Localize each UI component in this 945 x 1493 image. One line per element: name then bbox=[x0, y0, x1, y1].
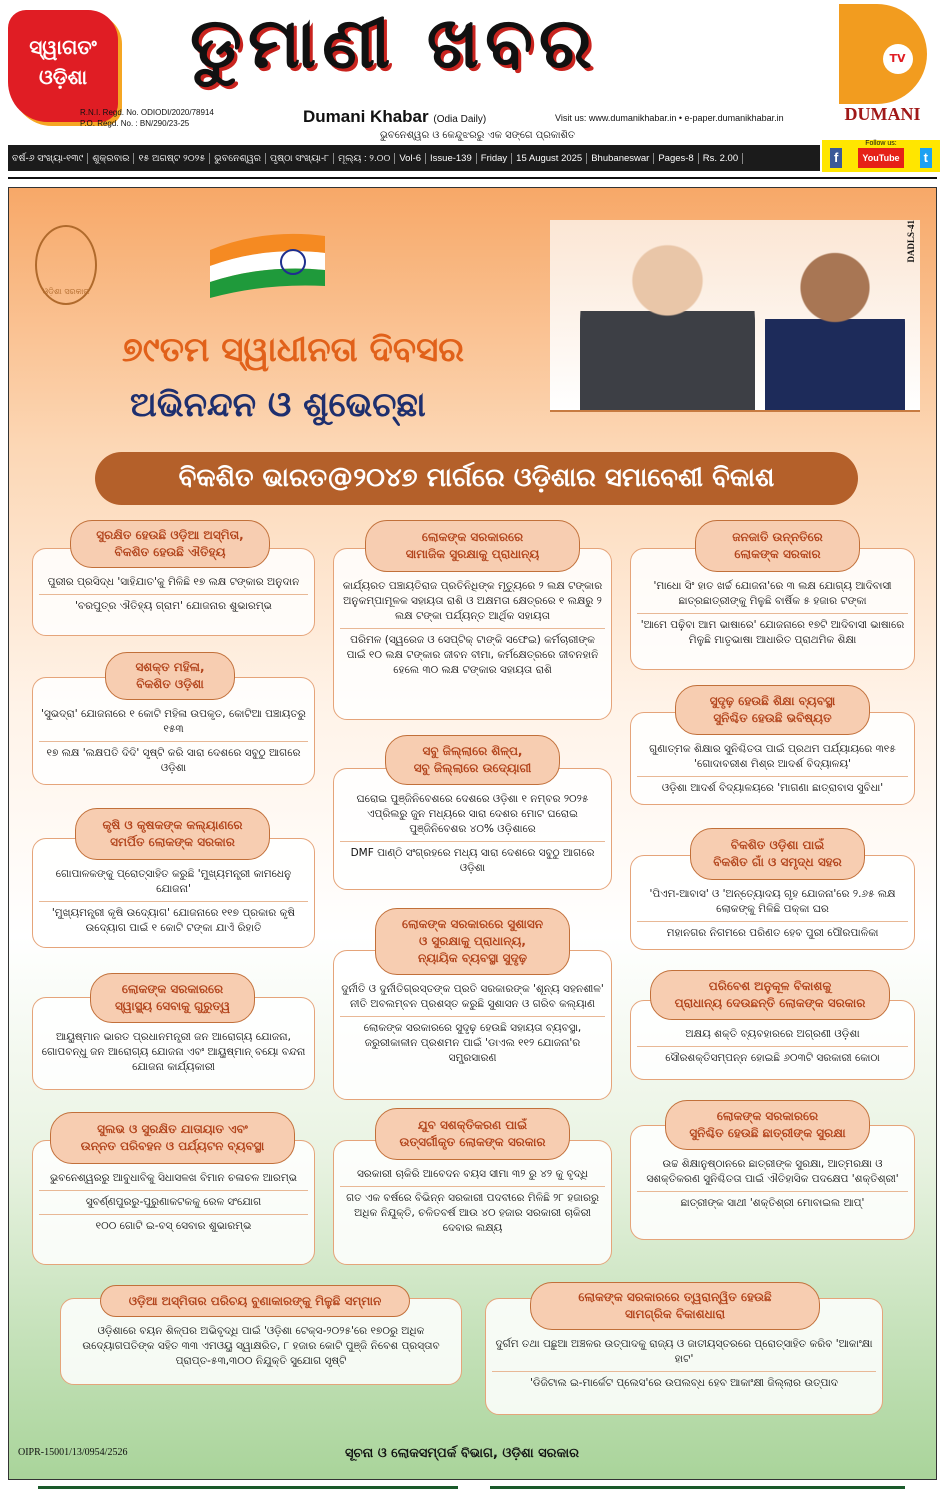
issue-info-item: 15 August 2025 bbox=[512, 153, 587, 164]
paper-name-english bbox=[303, 107, 486, 127]
section-title-line: ଓ ସୁରକ୍ଷାକୁ ପ୍ରାଧାନ୍ୟ, bbox=[419, 934, 526, 948]
section-point: ଆୟୁଷ୍ମାନ ଭାରତ ପ୍ରଧାନମନ୍ତ୍ରୀ ଜନ ଆରୋଗ୍ୟ ଯୋଜନା, ଗୋପବନ୍ଧୁ ଜନ ଆରୋଗ୍ୟ ଯୋଜନା ଏବଂ ଆୟୁଷ୍ମାନ୍ ବୟୋ ବନ୍ଦନା ଯୋଜନା କାର୍ଯ୍ୟକାରୀ bbox=[41, 1031, 306, 1073]
section-point: ଦୁର୍ଗମ ତଥା ପଛୁଆ ଅଞ୍ଚଳର ଉତ୍ପାଦକୁ ରାଜ୍ୟ ଓ ଜାତୀୟସ୍ତରରେ ପ୍ରୋତ୍ସାହିତ କରିବ 'ଆକାଂକ୍ଷା ହାଟ' bbox=[495, 1338, 873, 1365]
section-point: 'ଆମେ ପଢ଼ିବା ଆମ ଭାଷାରେ' ଯୋଜନାରେ ୧୭ଟି ଆଦିବାସୀ ଭାଷାରେ ମିଳୁଛି ମାତୃଭାଷା ଆଧାରିତ ପ୍ରାଥମିକ ଶିକ୍ଷା bbox=[637, 613, 908, 648]
issue-info-item: ୧୫ ଅଗଷ୍ଟ ୨୦୨୫ bbox=[134, 153, 210, 164]
issue-info-item: ଭୁବନେଶ୍ୱର bbox=[210, 153, 266, 164]
section-point: ୧୦୦ ଗୋଟି ଇ-ବସ୍ ସେବାର ଶୁଭାରମ୍ଭ bbox=[39, 1214, 308, 1234]
section-point: କାର୍ଯ୍ୟରତ ପଞ୍ଚାୟତିରାଜ ପ୍ରତିନିଧିଙ୍କ ମୃତ୍ୟୁରେ ୨ ଲକ୍ଷ ଟଙ୍କାର ଅନୁକମ୍ପାମୂଳକ ସହାୟତା ରାଶି ଓ ଅକ୍ଷମତା କ୍ଷେତ୍ରରେ ୧ ଲକ୍ଷରୁ ୨ ଲକ୍ଷ ଟଙ୍କା ପର୍ଯ୍ୟନ୍ତ ଆର୍ଥିକ ସହାୟତା bbox=[342, 580, 603, 622]
po-number: P.O. Regd. No. : BN/290/23-25 bbox=[80, 119, 190, 128]
section-title-line: ସ୍ୱାସ୍ଥ୍ୟ ସେବାକୁ ଗୁରୁତ୍ୱ bbox=[114, 999, 231, 1013]
published-from: ଭୁବନେଶ୍ୱର ଓ କେନ୍ଦୁଝରରୁ ଏକ ସଙ୍ଗେ ପ୍ରକାଶିତ bbox=[380, 130, 576, 141]
section-title-line: ସଶକ୍ତ ମହିଳା, bbox=[135, 660, 205, 674]
leaders-photos bbox=[550, 220, 920, 412]
section-title bbox=[50, 1112, 295, 1164]
main-banner: ବିକଶିତ ଭାରତ@୨୦୪୭ ମାର୍ଗରେ ଓଡ଼ିଶାର ସମାବେଶୀ ବିକାଶ bbox=[95, 452, 858, 505]
section-title bbox=[365, 520, 580, 572]
swagat-line2: ଓଡ଼ିଶା bbox=[38, 65, 88, 89]
odisha-emblem: ଓଡ଼ିଶା ସରକାର bbox=[35, 225, 97, 305]
ad-code: DADLS-41 bbox=[906, 220, 916, 263]
section-point: 'ବରପୁତ୍ର ଐତିହ୍ୟ ଗ୍ରାମ' ଯୋଜନାର ଶୁଭାରମ୍ଭ bbox=[39, 594, 308, 614]
section-point: ଗୁଣାତ୍ମକ ଶିକ୍ଷାର ସୁନିଶ୍ଚିତତା ପାଇଁ ପ୍ରଥମ ପର୍ଯ୍ୟାୟରେ ୩୧୫ 'ଗୋଦାବରୀଶ ମିଶ୍ର ଆଦର୍ଶ ବିଦ୍ୟାଳୟ' bbox=[649, 743, 896, 770]
section-point: ଦୁର୍ନୀତି ଓ ଦୁର୍ନୀତିଗ୍ରସ୍ତଙ୍କ ପ୍ରତି ସରକାରଙ୍କ 'ଶୂନ୍ୟ ସହନଶୀଳ' ନୀତି ଅବଲମ୍ବନ ପ୍ରଶସ୍ତ କରୁଛି ସୁଶାସନ ଓ ଗରିବ କଲ୍ୟାଣ bbox=[341, 983, 604, 1010]
issue-info-item: Rs. 2.00 bbox=[699, 153, 743, 164]
section-point: ସରକାରୀ ଚାକିରି ଆବେଦନ ବୟସ ସୀମା ୩୨ ରୁ ୪୨ କୁ ବୃଦ୍ଧି bbox=[356, 1168, 589, 1180]
section-title-line: ଲୋକଙ୍କ ସରକାରରେ bbox=[421, 530, 524, 544]
issue-info-bar bbox=[8, 145, 820, 171]
section-title bbox=[530, 1282, 820, 1330]
header-divider bbox=[8, 177, 937, 179]
swagat-odisha-logo bbox=[8, 10, 118, 122]
masthead-title: ଡୁମାଣୀ ଖବର bbox=[190, 2, 598, 84]
section-title-line: ବିକଶିତ ଓଡ଼ିଶା ପାଇଁ bbox=[730, 838, 825, 852]
tv-badge: TV bbox=[883, 44, 913, 74]
paper-name: Dumani Khabar bbox=[303, 107, 429, 126]
section-title bbox=[105, 652, 235, 700]
tv-name: DUMANI bbox=[844, 104, 921, 124]
section-title-line: ନ୍ୟାୟିକ ବ୍ୟବସ୍ଥା ସୁଦୃଢ଼ bbox=[417, 951, 528, 965]
issue-info-item: ମୂଲ୍ୟ : ୨.୦୦ bbox=[334, 153, 395, 164]
facebook-icon[interactable]: f bbox=[830, 148, 842, 168]
swagat-line1: ସ୍ୱାଗତଂ bbox=[29, 35, 97, 59]
website-links[interactable]: Visit us: www.dumanikhabar.in • e-paper.dumanikhabar.in bbox=[555, 113, 784, 123]
section-title-line: ସବୁ ଜିଲ୍ଲାରେ ଶିଳ୍ପ, bbox=[422, 744, 523, 758]
section-title-line: ବିକଶିତ ହେଉଛି ଐତିହ୍ୟ bbox=[114, 545, 226, 559]
section-title-line: ବିକଶିତ ଓଡ଼ିଶା bbox=[136, 677, 204, 691]
section-title-line: ଯୁବ ସଶକ୍ତିକରଣ ପାଇଁ bbox=[417, 1118, 528, 1132]
footer-line bbox=[490, 1486, 905, 1489]
section-title-line: ସାମଗ୍ରିକ ବିକାଶଧାରା bbox=[624, 1307, 725, 1321]
section-point: ମହାନଗର ନିଗମରେ ପରିଣତ ହେବ ପୁରୀ ପୌରପାଳିକା bbox=[637, 921, 908, 941]
section-title-line: ସୁଲଭ ଓ ସୁରକ୍ଷିତ ଯାତାୟାତ ଏବଂ bbox=[97, 1122, 248, 1136]
section-title-line: ଉତ୍ସର୍ଗୀକୃତ ଲୋକଙ୍କ ସରକାର bbox=[399, 1135, 546, 1149]
twitter-icon[interactable]: t bbox=[920, 148, 932, 168]
footer-line bbox=[38, 1486, 458, 1489]
section-title bbox=[90, 973, 255, 1023]
issue-info-item: ବର୍ଷ-୬ ସଂଖ୍ୟା-୧୩୯ bbox=[8, 153, 88, 164]
section-title-line: କୃଷି ଓ କୃଷକଙ୍କ କଲ୍ୟାଣରେ bbox=[102, 818, 243, 832]
section-point: 'ଡିଜିଟାଲ ଇ-ମାର୍କେଟ ପ୍ଲେସ'ରେ ଉପଲବ୍ଧ ହେବ ଆକାଂକ୍ଷୀ ଜିଲ୍ଲାର ଉତ୍ପାଦ bbox=[492, 1371, 876, 1391]
section-title bbox=[100, 1285, 410, 1317]
section-title-line: ଲୋକଙ୍କ ସରକାରରେ bbox=[716, 1109, 819, 1123]
section-title bbox=[375, 1108, 570, 1160]
section-title bbox=[385, 735, 560, 785]
section-point: DMF ପାଣ୍ଠି ସଂଗ୍ରହରେ ମଧ୍ୟ ସାରା ଦେଶରେ ସବୁଠୁ ଆଗରେ ଓଡ଼ିଶା bbox=[340, 841, 605, 876]
section-point: 'ମୁଖ୍ୟମନ୍ତ୍ରୀ କୃଷି ଉଦ୍ୟୋଗ' ଯୋଜନାରେ ୧୧୭ ପ୍ରକାର କୃଷି ଉଦ୍ୟୋଗ ପାଇଁ ୧ କୋଟି ଟଙ୍କା ଯାଏଁ ରିହାତି bbox=[39, 901, 308, 936]
issue-info-item: Pages-8 bbox=[654, 153, 698, 164]
section-box bbox=[333, 768, 612, 890]
section-point: ପରିମଳ (ସ୍ୱରେଜ ଓ ସେପ୍‌ଟିକ୍ ଟାଙ୍କି ସଫେଇ) କର୍ମଚାରୀଙ୍କ ପାଇଁ ୧୦ ଲକ୍ଷ ଟଙ୍କାର ଜୀବନ ବୀମା, କର୍ମକ୍ଷେତ୍ରରେ ଜୀବନହାନି ହେଲେ ୩୦ ଲକ୍ଷ ଟଙ୍କାର ସହାୟତା ରାଶି bbox=[340, 628, 605, 678]
section-point: ଓଡ଼ିଶାରେ ବୟନ ଶିଳ୍ପର ଅଭିବୃଦ୍ଧି ପାଇଁ 'ଓଡ଼ିଶା ଟେକ୍ସ-୨୦୨୫'ରେ ୧୭୦ରୁ ଅଧିକ ଉଦ୍ୟୋଗପତିଙ୍କ ସହିତ ୩୩ ଏମଓୟୁ ସ୍ୱାକ୍ଷରିତ, ୮ ହଜାର କୋଟି ପୁଞ୍ଜି ନିବେଶ ପ୍ରସ୍ତାବ ପ୍ରାପ୍ତ-୫୩,୩୦୦ ନିଯୁକ୍ତି ସୁଯୋଗ ସୃଷ୍ଟି bbox=[82, 1325, 440, 1367]
section-point: ଛାତ୍ରୀଙ୍କ ସାଥୀ 'ଶକ୍ତିଶ୍ରୀ ମୋବାଇଲ ଆପ୍' bbox=[637, 1191, 908, 1211]
section-title-line: ସୁରକ୍ଷିତ ହେଉଛି ଓଡ଼ିଆ ଅସ୍ମିତା, bbox=[96, 528, 244, 542]
section-title-line: ଲୋକଙ୍କ ସରକାରରେ ସୁଶାସନ bbox=[401, 917, 543, 931]
leader-photo-1 bbox=[580, 230, 755, 410]
section-point: ସୌରଶକ୍ତିସମ୍ପନ୍ନ ହୋଇଛି ୬୦୩ଟି ସରକାରୀ କୋଠା bbox=[637, 1046, 908, 1066]
section-point: 'ସୁଭଦ୍ରା' ଯୋଜନାରେ ୧ କୋଟି ମହିଳା ଉପକୃତ, କୋଟିଆ ପଞ୍ଚାୟତରୁ ୧୫୩ bbox=[41, 708, 306, 735]
section-title-line: ସୁନିଶ୍ଚିତ ହେଉଛି ଛାତ୍ରୀଙ୍କ ସୁରକ୍ଷା bbox=[689, 1126, 846, 1140]
section-point: ୧୭ ଲକ୍ଷ 'ଲକ୍ଷପତି ଦିଦି' ସୃଷ୍ଟି କରି ସାରା ଦେଶରେ ସବୁଠୁ ଆଗରେ ଓଡ଼ିଶା bbox=[39, 741, 308, 776]
section-title-line: ସମର୍ପିତ ଲୋକଙ୍କ ସରକାର bbox=[110, 835, 235, 849]
issue-info-item: Vol-6 bbox=[395, 153, 426, 164]
section-point: 'ପିଏମ-ଆବାସ' ଓ 'ଅନ୍ତ୍ୟୋଦୟ ଗୃହ ଯୋଜନା'ରେ ୨.୬୫ ଲକ୍ଷ ଲୋକଙ୍କୁ ମିଳିଛି ପକ୍କା ଘର bbox=[649, 888, 896, 915]
oipr-number: OIPR-15001/13/0954/2526 bbox=[18, 1447, 128, 1458]
section-point: 'ମାଧୋ ସିଂ ହାତ ଖର୍ଚ୍ଚ ଯୋଜନା'ରେ ୩ ଲକ୍ଷ ଯୋଗ୍ୟ ଆଦିବାସୀ ଛାତ୍ରଛାତ୍ରୀଙ୍କୁ ମିଳୁଛି ବାର୍ଷିକ ୫ ହଜାର ଟଙ୍କା bbox=[653, 580, 892, 607]
dumani-tv-logo bbox=[825, 0, 940, 138]
section-point: ଉଚ୍ଚ ଶିକ୍ଷାନୁଷ୍ଠାନରେ ଛାତ୍ରୀଙ୍କ ସୁରକ୍ଷା, ଆତ୍ମରକ୍ଷା ଓ ସଶକ୍ତିକରଣ ସୁନିଶ୍ଚିତତା ପାଇଁ ଐତିହାସିକ ପଦକ୍ଷେପ 'ଶକ୍ତିଶ୍ରୀ' bbox=[646, 1158, 899, 1185]
section-title-line: ସାମାଜିକ ସୁରକ୍ଷାକୁ ପ୍ରାଧାନ୍ୟ bbox=[405, 547, 540, 561]
follow-us-box bbox=[822, 140, 940, 172]
rni-number: R.N.I. Regd. No. ODIODI/2020/78914 bbox=[80, 108, 214, 117]
section-title bbox=[665, 1100, 870, 1150]
ad-title-greetings: ଅଭିନନ୍ଦନ ଓ ଶୁଭେଚ୍ଛା bbox=[130, 385, 426, 425]
section-title-line: ସବୁ ଜିଲ୍ଲାରେ ଉଦ୍ୟୋଗୀ bbox=[413, 761, 532, 775]
issue-info-item: Friday bbox=[477, 153, 512, 164]
section-title-line: ଉନ୍ନତ ପରିବହନ ଓ ପର୍ଯ୍ୟଟନ ବ୍ୟବସ୍ଥା bbox=[80, 1139, 265, 1153]
section-title-line: ଓଡ଼ିଆ ଅସ୍ମିତାର ପରିଚୟ ବୁଣାକାରଙ୍କୁ ମିଳୁଛି ସମ୍ମାନ bbox=[128, 1293, 382, 1308]
section-point: ପୁରୀର ପ୍ରସିଦ୍ଧ 'ସାହିଯାତ'କୁ ମିଳିଛି ୧୭ ଲକ୍ଷ ଟଙ୍କାର ଅନୁଦାନ bbox=[47, 576, 300, 588]
section-point: ଅକ୍ଷୟ ଶକ୍ତି ବ୍ୟବହାରରେ ଅଗ୍ରଣୀ ଓଡ଼ିଶା bbox=[685, 1028, 860, 1040]
section-title-line: ପ୍ରାଧାନ୍ୟ ଦେଉଛନ୍ତି ଲୋକଙ୍କ ସରକାର bbox=[674, 996, 866, 1010]
section-point: ଭୁବନେଶ୍ୱରରୁ ଆବୁଧାବିକୁ ସିଧାସଳଖ ବିମାନ ଚଳାଚଳ ଆରମ୍ଭ bbox=[50, 1172, 297, 1184]
paper-name-note: (Odia Daily) bbox=[433, 114, 487, 125]
section-point: ଗତ ଏକ ବର୍ଷରେ ବିଭିନ୍ନ ସରକାରୀ ପଦବୀରେ ମିଳିଛି ୨୮ ହଜାରରୁ ଅଧିକ ନିଯୁକ୍ତି, ଚଳିତବର୍ଷ ଆଉ ୪୦ ହଜାର ସରକାରୀ ଚାକିରୀ ଦେବାର ଲକ୍ଷ୍ୟ bbox=[340, 1186, 605, 1236]
registration-info bbox=[80, 107, 214, 129]
section-title bbox=[375, 908, 570, 975]
section-title-line: ଜନଜାତି ଉନ୍ନତିରେ bbox=[732, 530, 823, 544]
section-title bbox=[70, 520, 270, 568]
issue-info-item: ପୃଷ୍ଠା ସଂଖ୍ୟା-୮ bbox=[266, 153, 334, 164]
section-title-line: ଲୋକଙ୍କ ସରକାରରେ ତ୍ୱରାନ୍ୱିତ ହେଉଛି bbox=[578, 1290, 772, 1304]
section-title bbox=[75, 808, 270, 860]
section-title bbox=[675, 685, 870, 735]
section-point: ସୁବର୍ଣ୍ଣପୁରରୁ-ପୁରୁଣାକଟକକୁ ରେଳ ସଂଯୋଗ bbox=[39, 1190, 308, 1210]
leader-photo-2 bbox=[765, 235, 905, 410]
section-title-line: ସୁନିଶ୍ଚିତ ହେଉଛି ଭବିଷ୍ୟତ bbox=[713, 711, 832, 725]
youtube-icon[interactable]: YouTube bbox=[858, 148, 903, 168]
section-title bbox=[650, 970, 890, 1020]
section-title-line: ବିକଶିତ ଗାଁ ଓ ସମୃଦ୍ଧ ସହର bbox=[713, 855, 842, 869]
section-title-line: ସୁଦୃଢ଼ ହେଉଛି ଶିକ୍ଷା ବ୍ୟବସ୍ଥା bbox=[709, 694, 836, 708]
section-title bbox=[695, 520, 860, 572]
section-box bbox=[333, 548, 612, 720]
department-credit: ସୂଚନା ଓ ଲୋକସମ୍ପର୍କ ବିଭାଗ, ଓଡ଼ିଶା ସରକାର bbox=[345, 1446, 579, 1461]
follow-label: Follow us: bbox=[865, 140, 897, 147]
ad-title-independence-day: ୭୯ତମ ସ୍ୱାଧୀନତା ଦିବସର bbox=[122, 330, 465, 370]
section-point: ଓଡ଼ିଶା ଆଦର୍ଶ ବିଦ୍ୟାଳୟରେ 'ମାଗଣା ଛାତ୍ରାବାସ ସୁବିଧା' bbox=[637, 776, 908, 796]
section-point: ଘରୋଇ ପୁଞ୍ଜିନିବେଶରେ ଦେଶରେ ଓଡ଼ିଶା ୧ ନମ୍ବର ୨୦୨୫ ଏପ୍ରିଲରୁ ଜୁନ ମଧ୍ୟରେ ସାରା ଦେଶର ମୋଟ ଘରୋଇ ପୁଞ୍ଜିନିବେଶର ୪୦% ଓଡ଼ିଶାରେ bbox=[356, 793, 589, 835]
section-point: ଲୋକଙ୍କ ସରକାରରେ ସୁଦୃଢ଼ ହେଉଛି ସହାୟତା ବ୍ୟବସ୍ଥା, ଜରୁରୀକାଳୀନ ପ୍ରଶମନ ପାଇଁ 'ଡାଏଲ ୧୧୨ ଯୋଜନା'ର ସମ୍ପ୍ରସାରଣ bbox=[340, 1016, 605, 1066]
issue-info-item: Issue-139 bbox=[426, 153, 477, 164]
issue-info-item: Bhubaneswar bbox=[587, 153, 654, 164]
section-title-line: ପରିବେଶ ଅନୁକୂଳ ବିକାଶକୁ bbox=[708, 979, 832, 993]
section-title-line: ଲୋକଙ୍କ ସରକାରରେ bbox=[121, 982, 224, 996]
indian-flag-icon bbox=[205, 228, 330, 298]
section-title bbox=[690, 828, 865, 880]
issue-info-item: ଶୁକ୍ରବାର bbox=[88, 153, 134, 164]
section-point: ଗୋପାଳକଙ୍କୁ ପ୍ରୋତ୍ସାହିତ କରୁଛି 'ମୁଖ୍ୟମନ୍ତ୍ରୀ କାମଧେନୁ ଯୋଜନା' bbox=[55, 868, 292, 895]
section-title-line: ଲୋକଙ୍କ ସରକାର bbox=[734, 547, 821, 561]
